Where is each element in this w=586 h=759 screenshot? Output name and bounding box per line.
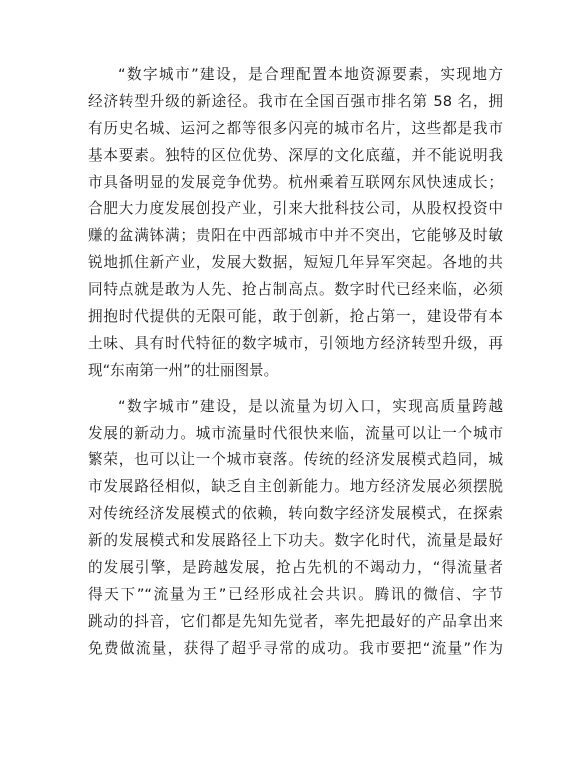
text-line: 有历史名城、运河之都等很多闪亮的城市名片，这些都是我市 xyxy=(88,119,503,137)
text-line: 对传统经济发展模式的依赖，转向数字经济发展模式，在探索 xyxy=(88,505,503,523)
text-line: 的发展引擎，是跨越发展，抢占先机的不竭动力，“得流量者 xyxy=(88,559,503,577)
text-line: 市发展路径相似，缺乏自主创新能力。地方经济发展必须摆脱 xyxy=(88,478,503,496)
text-line: 经济转型升级的新途径。我市在全国百强市排名第 58 名，拥 xyxy=(88,92,503,110)
text-line: 基本要素。独特的区位优势、深厚的文化底蕴，并不能说明我 xyxy=(88,146,503,164)
text-line: 繁荣，也可以让一个城市衰落。传统的经济发展模式趋同，城 xyxy=(88,451,503,469)
text-line: 跳动的抖音，它们都是先知先觉者，率先把最好的产品拿出来 xyxy=(88,612,503,630)
text-line: 免费做流量，获得了超乎寻常的成功。我市要把“流量”作为 xyxy=(88,639,503,657)
paragraph-digital-city-resources xyxy=(88,62,503,385)
text-line: 发展的新动力。城市流量时代很快来临，流量可以让一个城市 xyxy=(88,424,503,442)
text-line: 同特点就是敢为人先、抢占制高点。数字时代已经来临，必须 xyxy=(88,281,503,299)
text-line: 合肥大力度发展创投产业，引来大批科技公司，从股权投资中 xyxy=(88,200,503,218)
text-line: 拥抱时代提供的无限可能，敢于创新，抢占第一，建设带有本 xyxy=(88,308,503,326)
text-line: 得天下”“流量为王”已经形成社会共识。腾讯的微信、字节 xyxy=(88,585,503,603)
text-line: “数字城市”建设，是合理配置本地资源要素，实现地方 xyxy=(118,66,503,83)
text-line: 土味、具有时代特征的数字城市，引领地方经济转型升级，再 xyxy=(88,334,503,352)
text-line: 现“东南第一州”的壮丽图景。 xyxy=(88,361,279,379)
text-line: 新的发展模式和发展路径上下功夫。数字化时代，流量是最好 xyxy=(88,532,503,550)
text-line: 赚的盆满钵满；贵阳在中西部城市中并不突出，它能够及时敏 xyxy=(88,227,503,245)
document-body xyxy=(88,62,503,663)
text-line: “数字城市”建设，是以流量为切入口，实现高质量跨越 xyxy=(118,397,503,415)
text-line: 市具备明显的发展竞争优势。杭州乘着互联网东风快速成长； xyxy=(88,173,503,191)
text-line: 锐地抓住新产业，发展大数据，短短几年异军突起。各地的共 xyxy=(88,254,503,272)
paragraph-digital-city-traffic xyxy=(88,394,503,663)
